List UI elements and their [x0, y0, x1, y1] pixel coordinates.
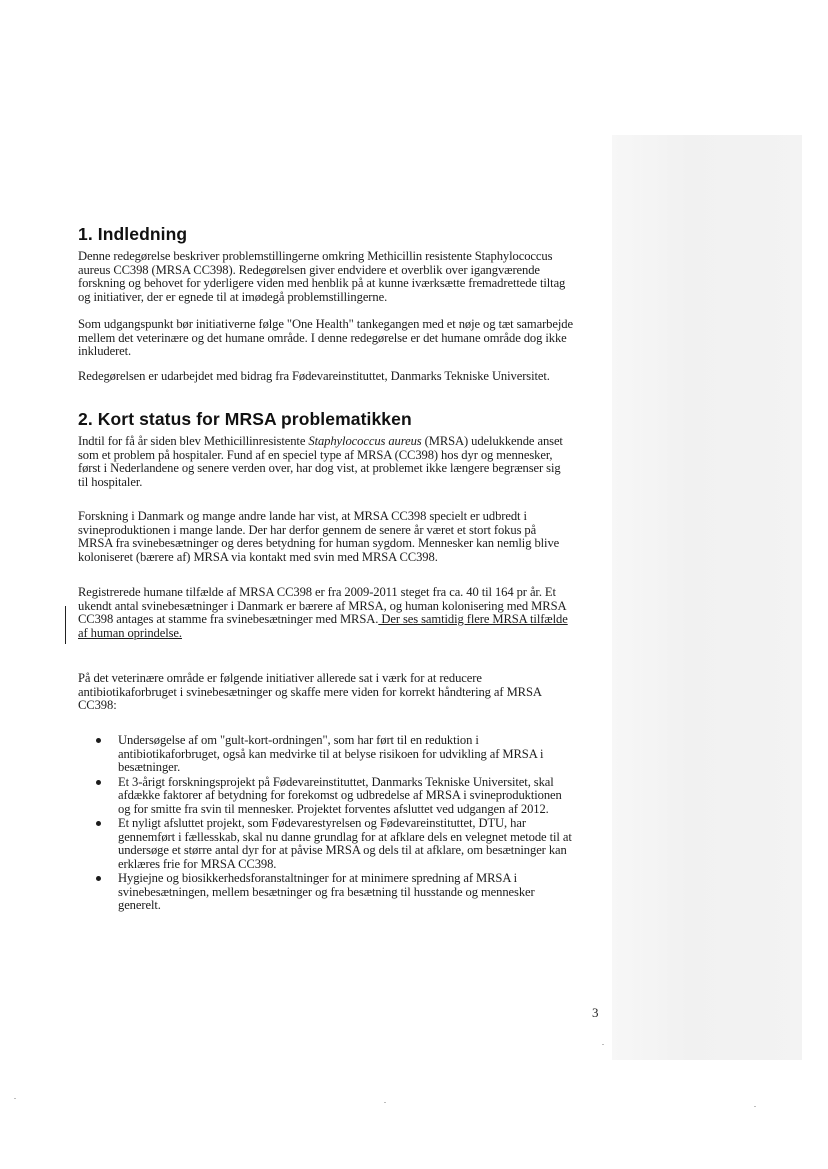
- section-2-paragraph-1: [78, 435, 610, 489]
- text-line: koloniseret (bærere af) MRSA via kontakt med svin med MRSA CC398.: [78, 549, 438, 564]
- scan-speck: [754, 1106, 756, 1107]
- text-line: På det veterinære område er følgende initiativer allerede sat i værk for at reducere: [78, 671, 482, 685]
- scan-shadow: [612, 135, 802, 1060]
- text-line: inkluderet.: [78, 344, 132, 358]
- revision-bar: [65, 606, 66, 644]
- text-line: og for smitte fra svin til mennesker. Projektet forventes afsluttet ved udgangen af 2012.: [118, 801, 549, 816]
- text-line: gennemført i fællesskab, skal nu danne grundlag for at afklare dels en velegnet metode til at: [118, 829, 572, 844]
- text-line: som et problem på hospitaler. Fund af en speciel type af MRSA (CC398) hos dyr og mennesker,: [78, 447, 553, 462]
- page-number: 3: [592, 1005, 599, 1020]
- text-line: CC398:: [78, 698, 117, 712]
- text-fragment: (MRSA) udelukkende anset: [421, 434, 563, 448]
- text-line: aureus CC398 (MRSA CC398). Redegørelsen giver endvidere et overblik over igangværende: [78, 262, 540, 277]
- bullet-icon: [96, 738, 101, 743]
- text-line: Forskning i Danmark og mange andre lande har vist, at MRSA CC398 specielt er udbredt i: [78, 509, 527, 523]
- species-name: Staphylococcus aureus: [308, 434, 422, 448]
- tracked-insertion: Der ses samtidig flere MRSA tilfælde: [378, 612, 568, 626]
- text-line: generelt.: [118, 898, 161, 912]
- section-2-paragraph-2: [78, 510, 610, 564]
- text-line: mellem det veterinære og det humane område. I denne redegørelse er det humane område dog ikke: [78, 330, 567, 345]
- text-line: Et nyligt afsluttet projekt, som Fødevarestyrelsen og Fødevareinstituttet, DTU, har: [118, 816, 526, 830]
- text-line: Denne redegørelse beskriver problemstillingerne omkring Methicillin resistente Staphylococcus: [78, 249, 553, 263]
- text-line: undersøge et større antal dyr for at påvise MRSA og dels til at afklare, om besætninger kan: [118, 843, 567, 857]
- section-1-paragraph-2: [78, 318, 610, 359]
- tracked-insertion: af human oprindelse.: [78, 625, 182, 640]
- section-1-paragraph-1: [78, 250, 610, 304]
- list-item: [78, 776, 618, 817]
- text-line: ukendt antal svinebesætninger i Danmark er bærere af MRSA, og human kolonisering med MRSA: [78, 598, 567, 613]
- text-fragment: CC398 antages at stamme fra svinebesætninger med MRSA.: [78, 612, 379, 626]
- section-2-paragraph-4: [78, 672, 610, 713]
- text-line: [78, 627, 610, 641]
- section-2-heading: 2. Kort status for MRSA problematikken: [78, 409, 412, 429]
- bullet-icon: [96, 821, 101, 826]
- text-line: først i Nederlandene og senere verden over, har dog vist, at problemet ikke længere begrænser sig: [78, 461, 561, 475]
- text-line: antibiotikaforbruget i svinebesætninger og skaffe mere viden for korrekt håndtering af MRSA: [78, 684, 542, 699]
- text-line: forskning og behovet for yderligere viden med henblik på at kunne iværksætte fremadrettede tiltag: [78, 276, 566, 290]
- text-line: Som udgangspunkt bør initiativerne følge "One Health" tankegangen med et nøje og tæt samarbejde: [78, 317, 573, 331]
- text-line: svineproduktionen i mange lande. Der har derfor gennem de senere år været et stort fokus på: [78, 522, 537, 537]
- section-1-paragraph-3: [78, 370, 610, 384]
- section-1-heading: 1. Indledning: [78, 224, 188, 244]
- text-line: Registrerede humane tilfælde af MRSA CC398 er fra 2009-2011 steget fra ca. 40 til 164 pr år. Et: [78, 585, 556, 599]
- text-line: MRSA fra svinebesætninger og deres betydning for human sygdom. Mennesker kan nemlig blive: [78, 536, 560, 550]
- scan-speck: [602, 1044, 604, 1045]
- section-2-paragraph-3: [78, 586, 610, 640]
- scan-speck: [384, 1102, 386, 1103]
- text-line: erklæres frie for MRSA CC398.: [118, 856, 277, 871]
- text-line: [78, 435, 610, 449]
- initiatives-list: [78, 734, 618, 914]
- text-line: antibiotikaforbruget, også kan medvirke til at belyse risikoen for udvikling af MRSA i: [118, 746, 544, 761]
- list-item: [78, 872, 618, 913]
- list-item: [78, 734, 618, 775]
- bullet-icon: [96, 780, 101, 785]
- text-line: Undersøgelse af om "gult-kort-ordningen", som har ført til en reduktion i: [118, 733, 479, 747]
- text-line: Redegørelsen er udarbejdet med bidrag fra Fødevareinstituttet, Danmarks Tekniske Universitet.: [78, 369, 550, 383]
- text-line: Hygiejne og biosikkerhedsforanstaltninger for at minimere spredning af MRSA i: [118, 871, 518, 885]
- text-line: Et 3-årigt forskningsprojekt på Fødevareinstituttet, Danmarks Tekniske Universitet, skal: [118, 774, 554, 789]
- text-line: afdække faktorer af betydning for forekomst og udbredelse af MRSA i svineproduktionen: [118, 788, 562, 802]
- scan-speck: [14, 1098, 16, 1099]
- text-line: og initiativer, der er egnede til at imødegå problemstillingerne.: [78, 289, 388, 304]
- text-line: svinebesætningen, mellem besætninger og fra besætning til husstande og mennesker: [118, 884, 535, 899]
- text-line: besætninger.: [118, 760, 181, 774]
- text-fragment: Indtil for få år siden blev Methicillinresistente: [78, 434, 309, 448]
- bullet-icon: [96, 876, 101, 881]
- text-line: til hospitaler.: [78, 474, 143, 489]
- text-line: [78, 613, 610, 627]
- list-item: [78, 817, 618, 871]
